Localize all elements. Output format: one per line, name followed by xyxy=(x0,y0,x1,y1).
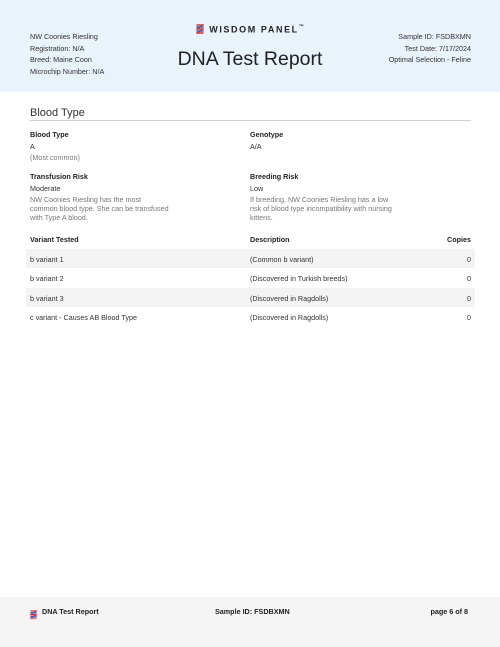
table-row xyxy=(26,288,475,307)
genotype-field xyxy=(250,130,400,151)
breeding-risk-value: Low xyxy=(250,184,264,193)
section-divider xyxy=(30,120,471,121)
transfusion-risk-field xyxy=(30,172,170,222)
footer-page-number: page 6 of 8 xyxy=(430,607,468,616)
footer-logo-icon xyxy=(30,606,37,624)
variant-name: c variant - Causes AB Blood Type xyxy=(30,313,137,322)
blood-type-field xyxy=(30,130,180,162)
blood-type-value: A xyxy=(30,142,35,151)
table-row xyxy=(26,307,475,326)
pet-breed: Breed: Maine Coon xyxy=(30,55,92,64)
variant-description: (Discovered in Turkish breeds) xyxy=(250,274,348,283)
brand-trademark: ™ xyxy=(298,24,304,30)
column-header-copies: Copies xyxy=(447,235,471,244)
brand-name: WISDOM PANEL xyxy=(209,24,299,35)
variant-description: (Discovered in Ragdolls) xyxy=(250,294,329,303)
transfusion-risk-label: Transfusion Risk xyxy=(30,172,88,181)
footer-report-title: DNA Test Report xyxy=(42,607,99,616)
variant-name: b variant 2 xyxy=(30,274,64,283)
footer-sample-id: Sample ID: FSDBXMN xyxy=(215,607,290,616)
table-row xyxy=(26,249,475,268)
variant-name: b variant 1 xyxy=(30,255,64,264)
column-header-variant: Variant Tested xyxy=(30,235,79,244)
pet-microchip: Microchip Number: N/A xyxy=(30,66,105,76)
table-row xyxy=(26,268,475,287)
variant-name: b variant 3 xyxy=(30,294,64,303)
report-header xyxy=(0,0,500,92)
variant-copies: 0 xyxy=(467,294,471,303)
sample-info xyxy=(389,31,471,66)
transfusion-risk-value: Moderate xyxy=(30,184,61,193)
variant-description: (Discovered in Ragdolls) xyxy=(250,313,329,322)
variant-copies: 0 xyxy=(467,313,471,322)
transfusion-risk-note: NW Coonies Riesling has the most common blood type. She can be transfused with Type A blood. xyxy=(30,195,169,222)
section-title-blood-type: Blood Type xyxy=(30,107,85,119)
report-footer xyxy=(0,597,500,647)
column-header-description: Description xyxy=(250,235,290,244)
test-selection: Optimal Selection - Feline xyxy=(388,55,471,64)
variant-description: (Common b variant) xyxy=(250,255,314,264)
blood-type-note: (Most common) xyxy=(30,153,80,162)
pet-name: NW Coonies Riesling xyxy=(30,32,98,41)
blood-type-label: Blood Type xyxy=(30,130,69,139)
wisdom-panel-logo-icon xyxy=(196,24,204,36)
pet-registration: Registration: N/A xyxy=(30,43,85,53)
breeding-risk-field xyxy=(250,172,392,222)
genotype-value: A/A xyxy=(250,142,262,151)
breeding-risk-note: If breeding, NW Coonies Riesling has a low risk of blood type incompatibility with nursing kittens. xyxy=(250,195,392,222)
page-title: DNA Test Report xyxy=(177,48,323,70)
variant-copies: 0 xyxy=(467,274,471,283)
sample-id: Sample ID: FSDBXMN xyxy=(398,32,471,41)
variant-copies: 0 xyxy=(467,255,471,264)
genotype-label: Genotype xyxy=(250,130,284,139)
test-date: Test Date: 7/17/2024 xyxy=(404,43,471,53)
breeding-risk-label: Breeding Risk xyxy=(250,172,299,181)
